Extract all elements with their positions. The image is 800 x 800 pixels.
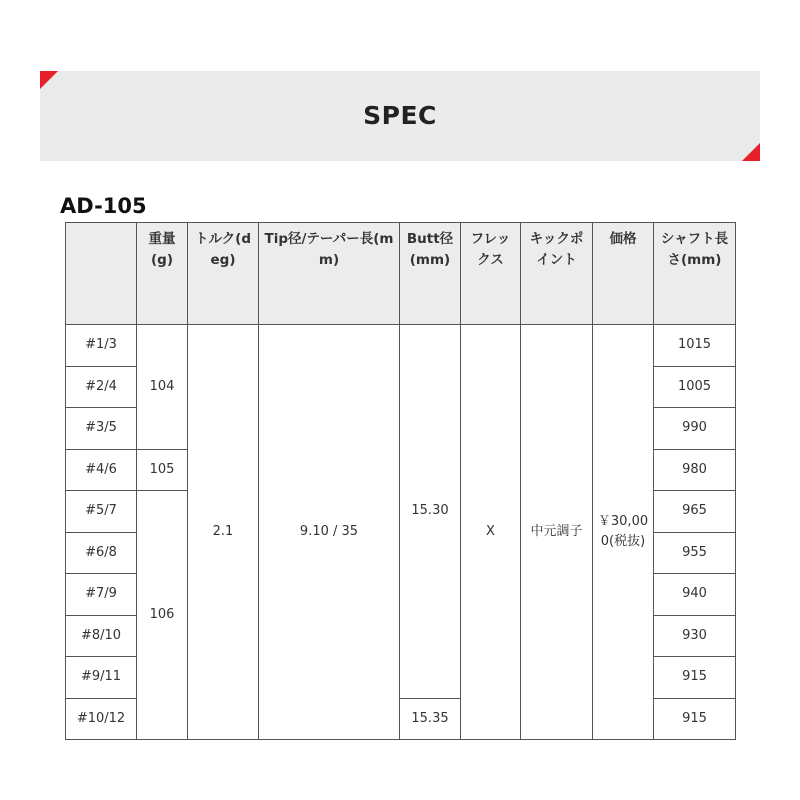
banner-title: SPEC xyxy=(363,101,437,130)
header-tip: Tip径/テーパー長(mm) xyxy=(259,223,400,325)
cell-length: 1015 xyxy=(654,325,736,367)
cell-length: 915 xyxy=(654,657,736,699)
cell-model: #8/10 xyxy=(66,615,137,657)
cell-model: #6/8 xyxy=(66,532,137,574)
cell-torque: 2.1 xyxy=(188,325,259,740)
cell-length: 915 xyxy=(654,698,736,740)
header-price: 価格 xyxy=(593,223,654,325)
header-weight: 重量(g) xyxy=(137,223,188,325)
cell-butt: 15.35 xyxy=(400,698,461,740)
spec-table xyxy=(65,222,736,740)
corner-triangle-top-left xyxy=(40,71,58,89)
header-model xyxy=(66,223,137,325)
cell-model: #3/5 xyxy=(66,408,137,450)
cell-model: #4/6 xyxy=(66,449,137,491)
cell-price: ￥30,000(税抜) xyxy=(593,325,654,740)
cell-length: 955 xyxy=(654,532,736,574)
header-kick: キックポイント xyxy=(521,223,593,325)
spec-banner xyxy=(40,71,760,161)
model-name: AD-105 xyxy=(60,194,147,218)
corner-triangle-bottom-right xyxy=(742,143,760,161)
header-length: シャフト長さ(mm) xyxy=(654,223,736,325)
cell-model: #7/9 xyxy=(66,574,137,616)
cell-length: 965 xyxy=(654,491,736,533)
cell-tip: 9.10 / 35 xyxy=(259,325,400,740)
cell-model: #10/12 xyxy=(66,698,137,740)
cell-length: 940 xyxy=(654,574,736,616)
cell-flex: X xyxy=(461,325,521,740)
header-butt: Butt径(mm) xyxy=(400,223,461,325)
cell-model: #5/7 xyxy=(66,491,137,533)
cell-weight: 106 xyxy=(137,491,188,740)
cell-model: #9/11 xyxy=(66,657,137,699)
cell-length: 930 xyxy=(654,615,736,657)
cell-butt: 15.30 xyxy=(400,325,461,699)
cell-model: #1/3 xyxy=(66,325,137,367)
header-row xyxy=(66,223,736,325)
cell-length: 1005 xyxy=(654,366,736,408)
header-flex: フレックス xyxy=(461,223,521,325)
cell-model: #2/4 xyxy=(66,366,137,408)
table-row xyxy=(66,325,736,367)
header-torque: トルク(deg) xyxy=(188,223,259,325)
cell-length: 990 xyxy=(654,408,736,450)
cell-length: 980 xyxy=(654,449,736,491)
cell-kick: 中元調子 xyxy=(521,325,593,740)
cell-weight: 105 xyxy=(137,449,188,491)
cell-weight: 104 xyxy=(137,325,188,450)
